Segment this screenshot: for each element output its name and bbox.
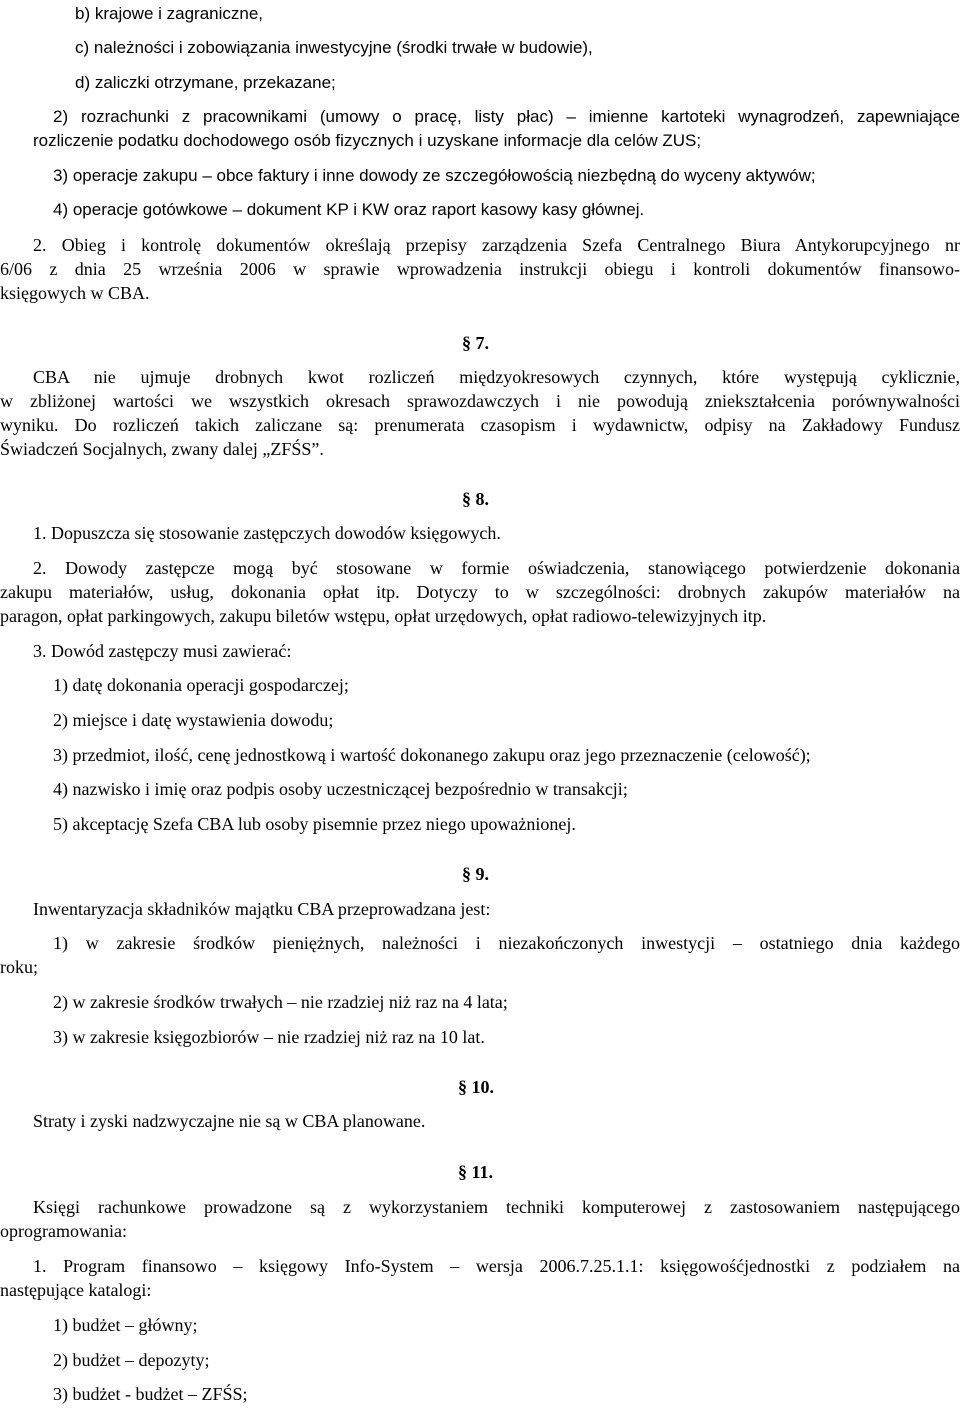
- section-7-heading: § 7.: [462, 333, 489, 353]
- section-8-item-1: 1) datę dokonania operacji gospodarczej;: [53, 675, 349, 695]
- list-item-c: c) należności i zobowiązania inwestycyjne (środki trwałe w budowie),: [75, 38, 593, 57]
- section-8-item-3: 3) przedmiot, ilość, cenę jednostkową i wartość dokonanego zakupu oraz jego przeznaczenie (celowość);: [53, 745, 811, 765]
- section-10-heading: § 10.: [458, 1077, 494, 1097]
- section-9-item-3: 3) w zakresie księgozbiorów – nie rzadziej niż raz na 10 lat.: [53, 1027, 485, 1047]
- section-11-paragraph-1-line2: następujące katalogi:: [0, 1280, 152, 1300]
- section-8-paragraph-2-line3: paragon, opłat parkingowych, zakupu biletów wstępu, opłat urzędowych, opłat radiowo-telewizyjnych itp.: [0, 606, 767, 626]
- section-8-paragraph-1: 1. Dopuszcza się stosowanie zastępczych dowodów księgowych.: [33, 523, 501, 543]
- list-item-4: 4) operacje gotówkowe – dokument KP i KW oraz raport kasowy kasy głównej.: [53, 200, 645, 219]
- section-11-item-1: 1) budżet – główny;: [53, 1315, 198, 1335]
- section-9-item-1-line2: roku;: [0, 957, 38, 977]
- section-10-text: Straty i zyski nadzwyczajne nie są w CBA planowane.: [33, 1111, 426, 1131]
- section-9-intro: Inwentaryzacja składników majątku CBA przeprowadzana jest:: [33, 899, 491, 919]
- list-item-b: b) krajowe i zagraniczne,: [75, 4, 264, 23]
- section-11-line2: oprogramowania:: [0, 1221, 127, 1241]
- paragraph-2-line3: księgowych w CBA.: [0, 283, 150, 303]
- section-8-paragraph-2-line2: zakupu materiałów, usług, dokonania opłat itp. Dotyczy to w szczególności: drobnych zakupów materiałów na: [0, 582, 960, 602]
- paragraph-2-line1: 2. Obieg i kontrolę dokumentów określają przepisy zarządzenia Szefa Centralnego Biura Antykorupcyjnego nr: [33, 235, 960, 255]
- section-8-item-4: 4) nazwisko i imię oraz podpis osoby uczestniczącej bezpośrednio w transakcji;: [53, 779, 628, 799]
- section-7-line2: w zbliżonej wartości we wszystkich okresach sprawozdawczych i nie powodują zniekształcenia porównywalności: [0, 391, 960, 411]
- section-8-heading: § 8.: [462, 489, 489, 509]
- section-7-line3: wyniku. Do rozliczeń takich zaliczane są: prenumerata czasopism i wydawnictw, odpisy na Zakładowy Fundusz: [0, 415, 960, 435]
- section-8-item-5: 5) akceptację Szefa CBA lub osoby pisemnie przez niego upoważnionej.: [53, 814, 576, 834]
- section-11-heading: § 11.: [458, 1162, 494, 1182]
- list-item-2-line1: 2) rozrachunki z pracownikami (umowy o pracę, listy płac) – imienne kartoteki wynagrodzeń, zapewniające: [53, 107, 960, 126]
- section-11-item-3: 3) budżet - budżet – ZFŚS;: [53, 1384, 248, 1404]
- section-9-item-2: 2) w zakresie środków trwałych – nie rzadziej niż raz na 4 lata;: [53, 992, 508, 1012]
- section-9-item-1-line1: 1) w zakresie środków pieniężnych, należności i niezakończonych inwestycji – ostatniego dnia każdego: [53, 933, 960, 953]
- section-8-paragraph-2-line1: 2. Dowody zastępcze mogą być stosowane w formie oświadczenia, stanowiącego potwierdzenie dokonania: [33, 558, 960, 578]
- section-11-item-2: 2) budżet – depozyty;: [53, 1350, 210, 1370]
- section-7-line1: CBA nie ujmuje drobnych kwot rozliczeń międzyokresowych czynnych, które występują cyklicznie,: [33, 367, 960, 387]
- section-8-item-2: 2) miejsce i datę wystawienia dowodu;: [53, 710, 334, 730]
- paragraph-2-line2: 6/06 z dnia 25 września 2006 w sprawie wprowadzenia instrukcji obiegu i kontroli dokumentów finansowo-: [0, 259, 960, 279]
- section-7-line4: Świadczeń Socjalnych, zwany dalej „ZFŚS”.: [0, 439, 324, 459]
- section-9-heading: § 9.: [462, 864, 489, 884]
- section-8-paragraph-3: 3. Dowód zastępczy musi zawierać:: [33, 641, 292, 661]
- list-item-d: d) zaliczki otrzymane, przekazane;: [75, 73, 336, 92]
- section-11-paragraph-1-line1: 1. Program finansowo – księgowy Info-System – wersja 2006.7.25.1.1: księgowośćjednostki z podziałem na: [33, 1256, 960, 1276]
- list-item-2-line2: rozliczenie podatku dochodowego osób fizycznych i uzyskane informacje dla celów ZUS;: [33, 131, 702, 150]
- section-11-line1: Księgi rachunkowe prowadzone są z wykorzystaniem techniki komputerowej z zastosowaniem następującego: [33, 1197, 960, 1217]
- list-item-3: 3) operacje zakupu – obce faktury i inne dowody ze szczegółowością niezbędną do wyceny aktywów;: [53, 166, 816, 185]
